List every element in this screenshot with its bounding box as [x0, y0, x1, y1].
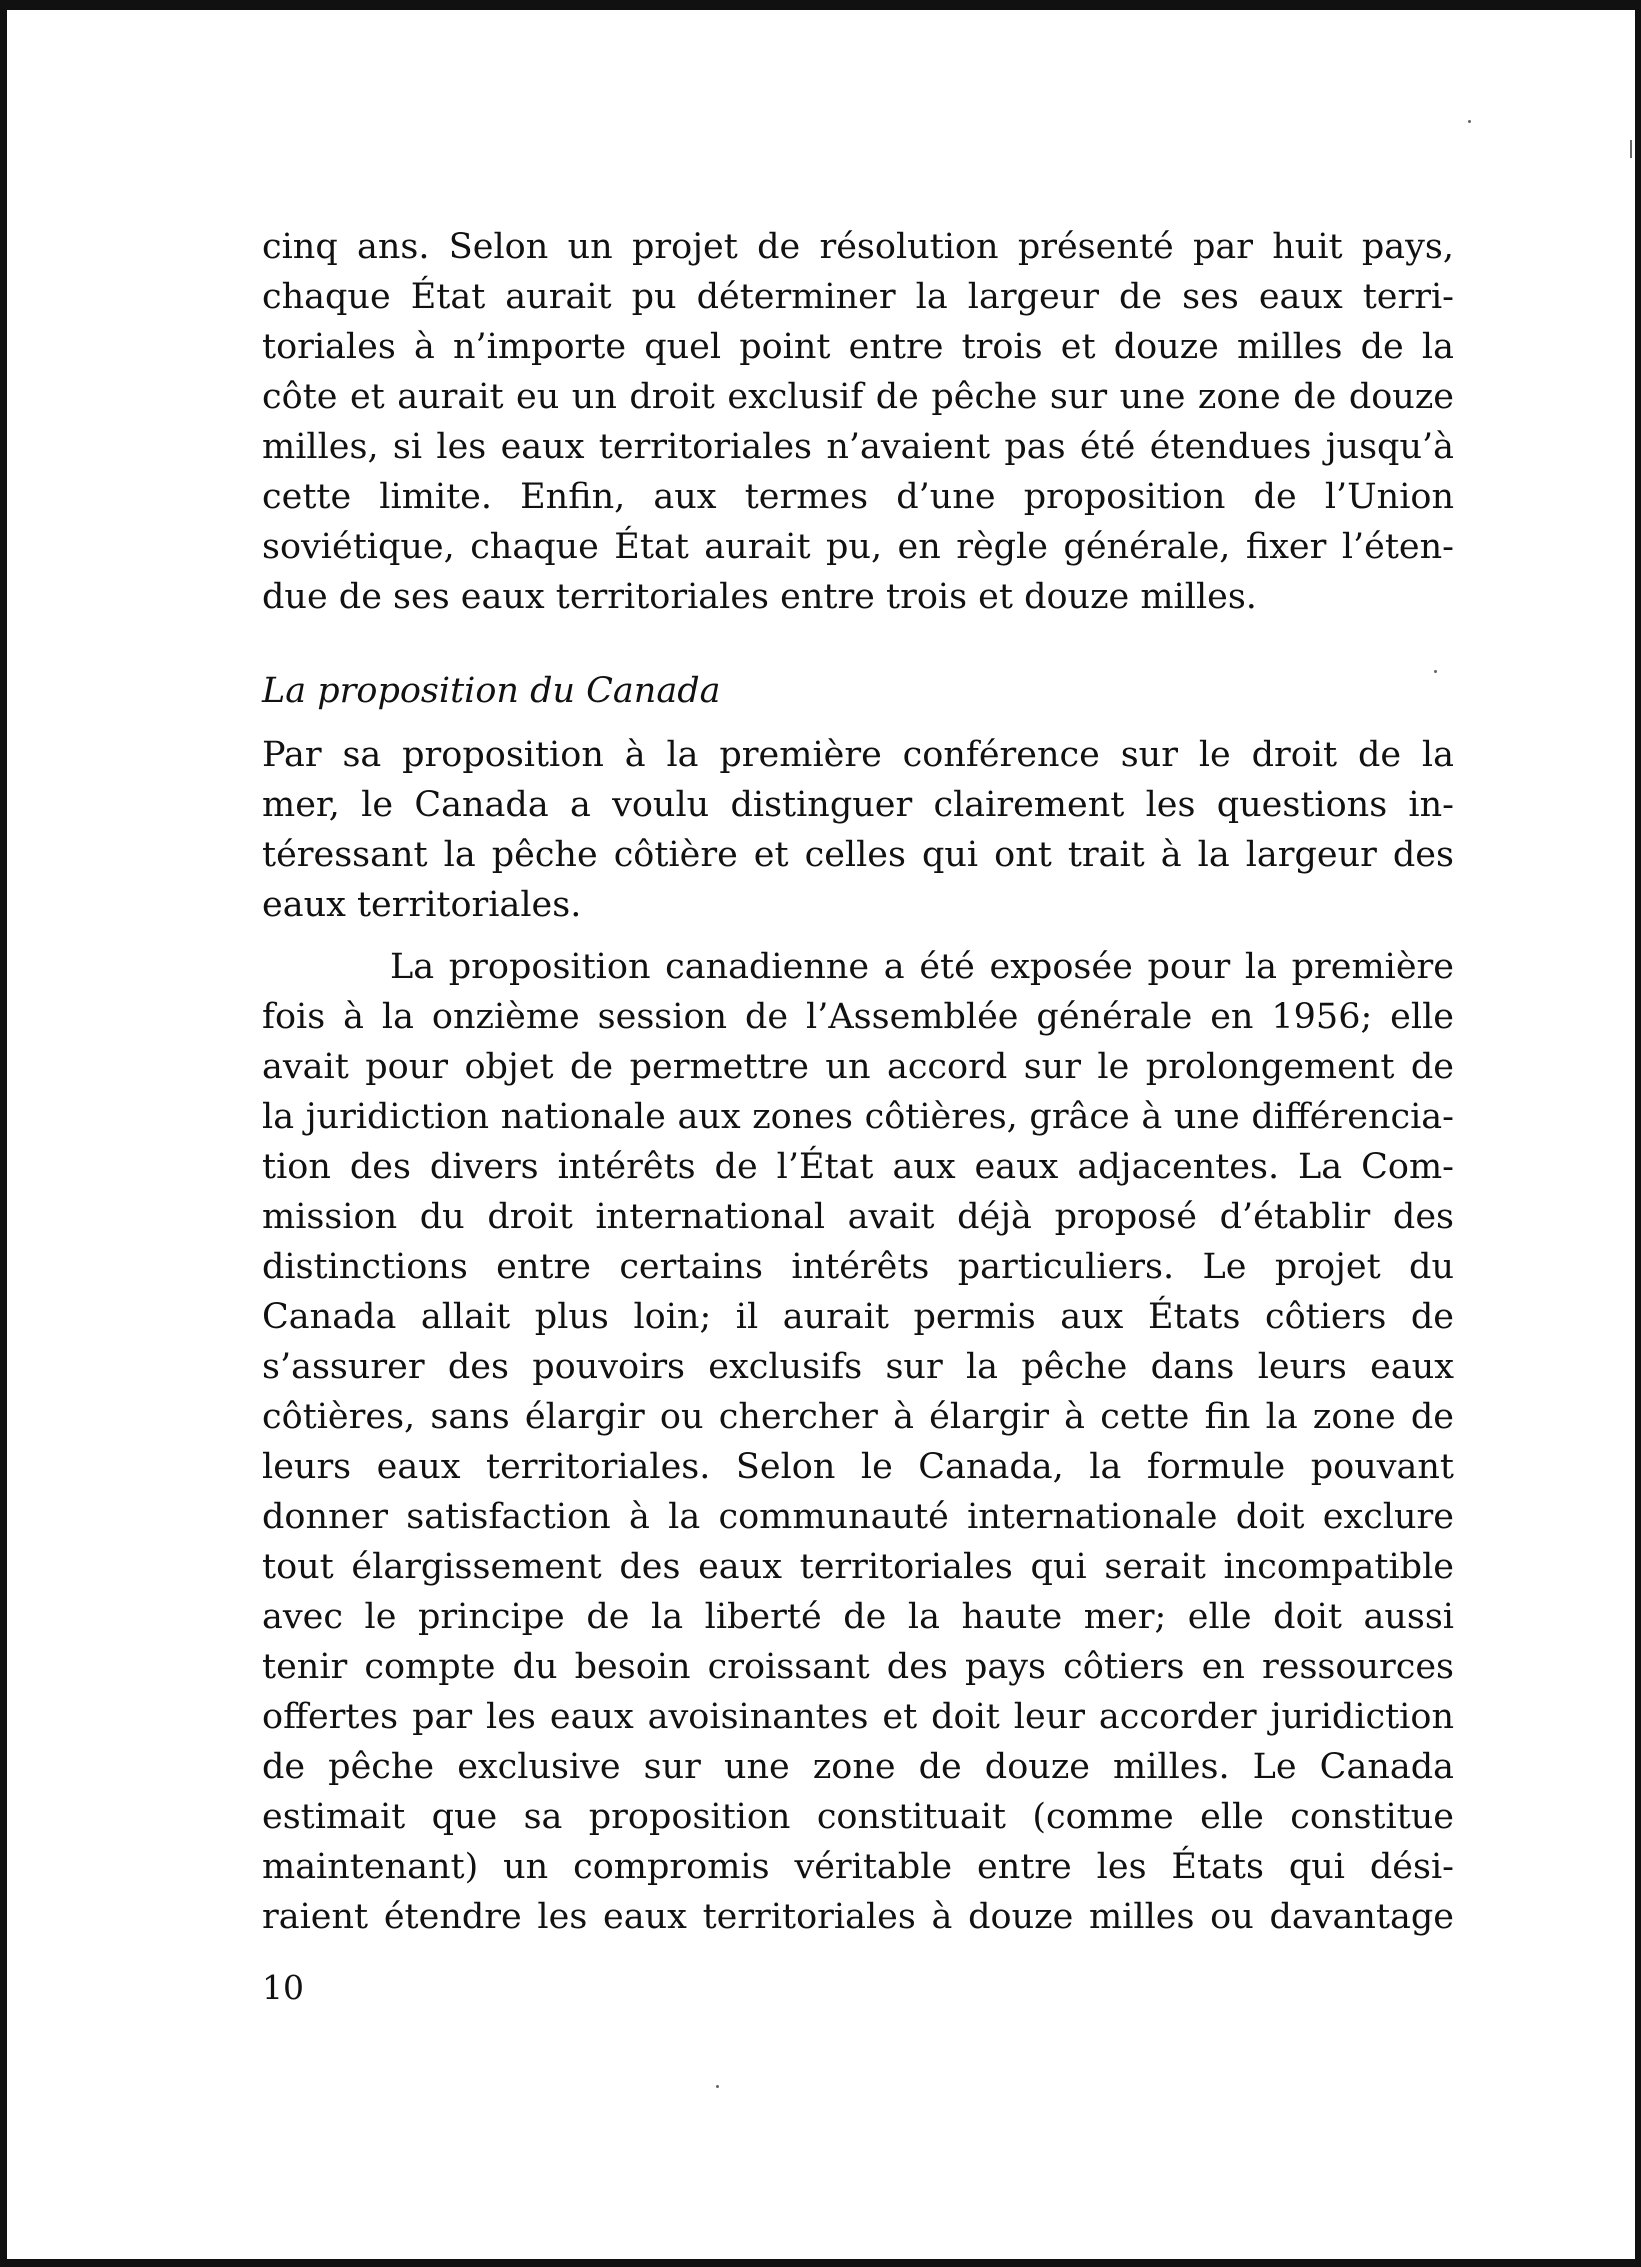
text-line: due de ses eaux territoriales entre trois et douze milles.	[262, 577, 1257, 617]
section-heading: La proposition du Canada	[262, 671, 721, 711]
text-line: côte et aurait eu un droit exclusif de pêche sur une zone de douze	[262, 377, 1454, 417]
text-line: soviétique, chaque État aurait pu, en règle générale, fixer l’éten-	[262, 527, 1454, 567]
scan-speck	[1434, 670, 1437, 673]
text-line: tenir compte du besoin croissant des pays côtiers en ressources	[262, 1647, 1454, 1687]
text-line: côtières, sans élargir ou chercher à élargir à cette fin la zone de	[262, 1397, 1454, 1437]
text-line: mer, le Canada a voulu distinguer clairement les questions in-	[262, 785, 1454, 825]
text-line: raient étendre les eaux territoriales à douze milles ou davantage	[262, 1897, 1454, 1937]
text-line: Canada allait plus loin; il aurait permis aux États côtiers de	[262, 1297, 1454, 1337]
text-line: milles, si les eaux territoriales n’avaient pas été étendues jusqu’à	[262, 427, 1454, 467]
text-line: téressant la pêche côtière et celles qui ont trait à la largeur des	[262, 835, 1454, 875]
text-line: fois à la onzième session de l’Assemblée générale en 1956; elle	[262, 997, 1454, 1037]
text-line: Par sa proposition à la première conférence sur le droit de la	[262, 735, 1454, 775]
text-line: tout élargissement des eaux territoriales qui serait incompatible	[262, 1547, 1454, 1587]
page-body	[262, 222, 1454, 1942]
text-line: cinq ans. Selon un projet de résolution présenté par huit pays,	[262, 227, 1454, 267]
text-line: de pêche exclusive sur une zone de douze milles. Le Canada	[262, 1747, 1454, 1787]
text-line: chaque État aurait pu déterminer la largeur de ses eaux terri-	[262, 277, 1454, 317]
text-line: mission du droit international avait déjà proposé d’établir des	[262, 1197, 1454, 1237]
text-line: maintenant) un compromis véritable entre les États qui dési-	[262, 1847, 1454, 1887]
text-line: avait pour objet de permettre un accord sur le prolongement de	[262, 1047, 1454, 1087]
text-line: avec le principe de la liberté de la haute mer; elle doit aussi	[262, 1597, 1454, 1637]
scan-speck	[1468, 120, 1471, 123]
paragraph-2	[262, 730, 1454, 930]
paragraph-1	[262, 222, 1454, 622]
text-line: La proposition canadienne a été exposée pour la première	[390, 947, 1454, 987]
text-line: toriales à n’importe quel point entre trois et douze milles de la	[262, 327, 1454, 367]
page-number: 10	[262, 1968, 304, 2007]
text-line: la juridiction nationale aux zones côtières, grâce à une différencia-	[262, 1097, 1454, 1137]
scan-speck	[716, 2085, 719, 2088]
text-line: leurs eaux territoriales. Selon le Canada, la formule pouvant	[262, 1447, 1454, 1487]
text-line: s’assurer des pouvoirs exclusifs sur la pêche dans leurs eaux	[262, 1347, 1454, 1387]
text-line: offertes par les eaux avoisinantes et doit leur accorder juridiction	[262, 1697, 1454, 1737]
text-line: cette limite. Enfin, aux termes d’une proposition de l’Union	[262, 477, 1454, 517]
paragraph-3	[262, 942, 1454, 1942]
text-line: eaux territoriales.	[262, 885, 582, 925]
text-line: donner satisfaction à la communauté internationale doit exclure	[262, 1497, 1454, 1537]
text-line: distinctions entre certains intérêts particuliers. Le projet du	[262, 1247, 1454, 1287]
text-line: tion des divers intérêts de l’État aux eaux adjacentes. La Com-	[262, 1147, 1454, 1187]
scan-speck	[1630, 140, 1632, 158]
text-line: estimait que sa proposition constituait (comme elle constitue	[262, 1797, 1454, 1837]
